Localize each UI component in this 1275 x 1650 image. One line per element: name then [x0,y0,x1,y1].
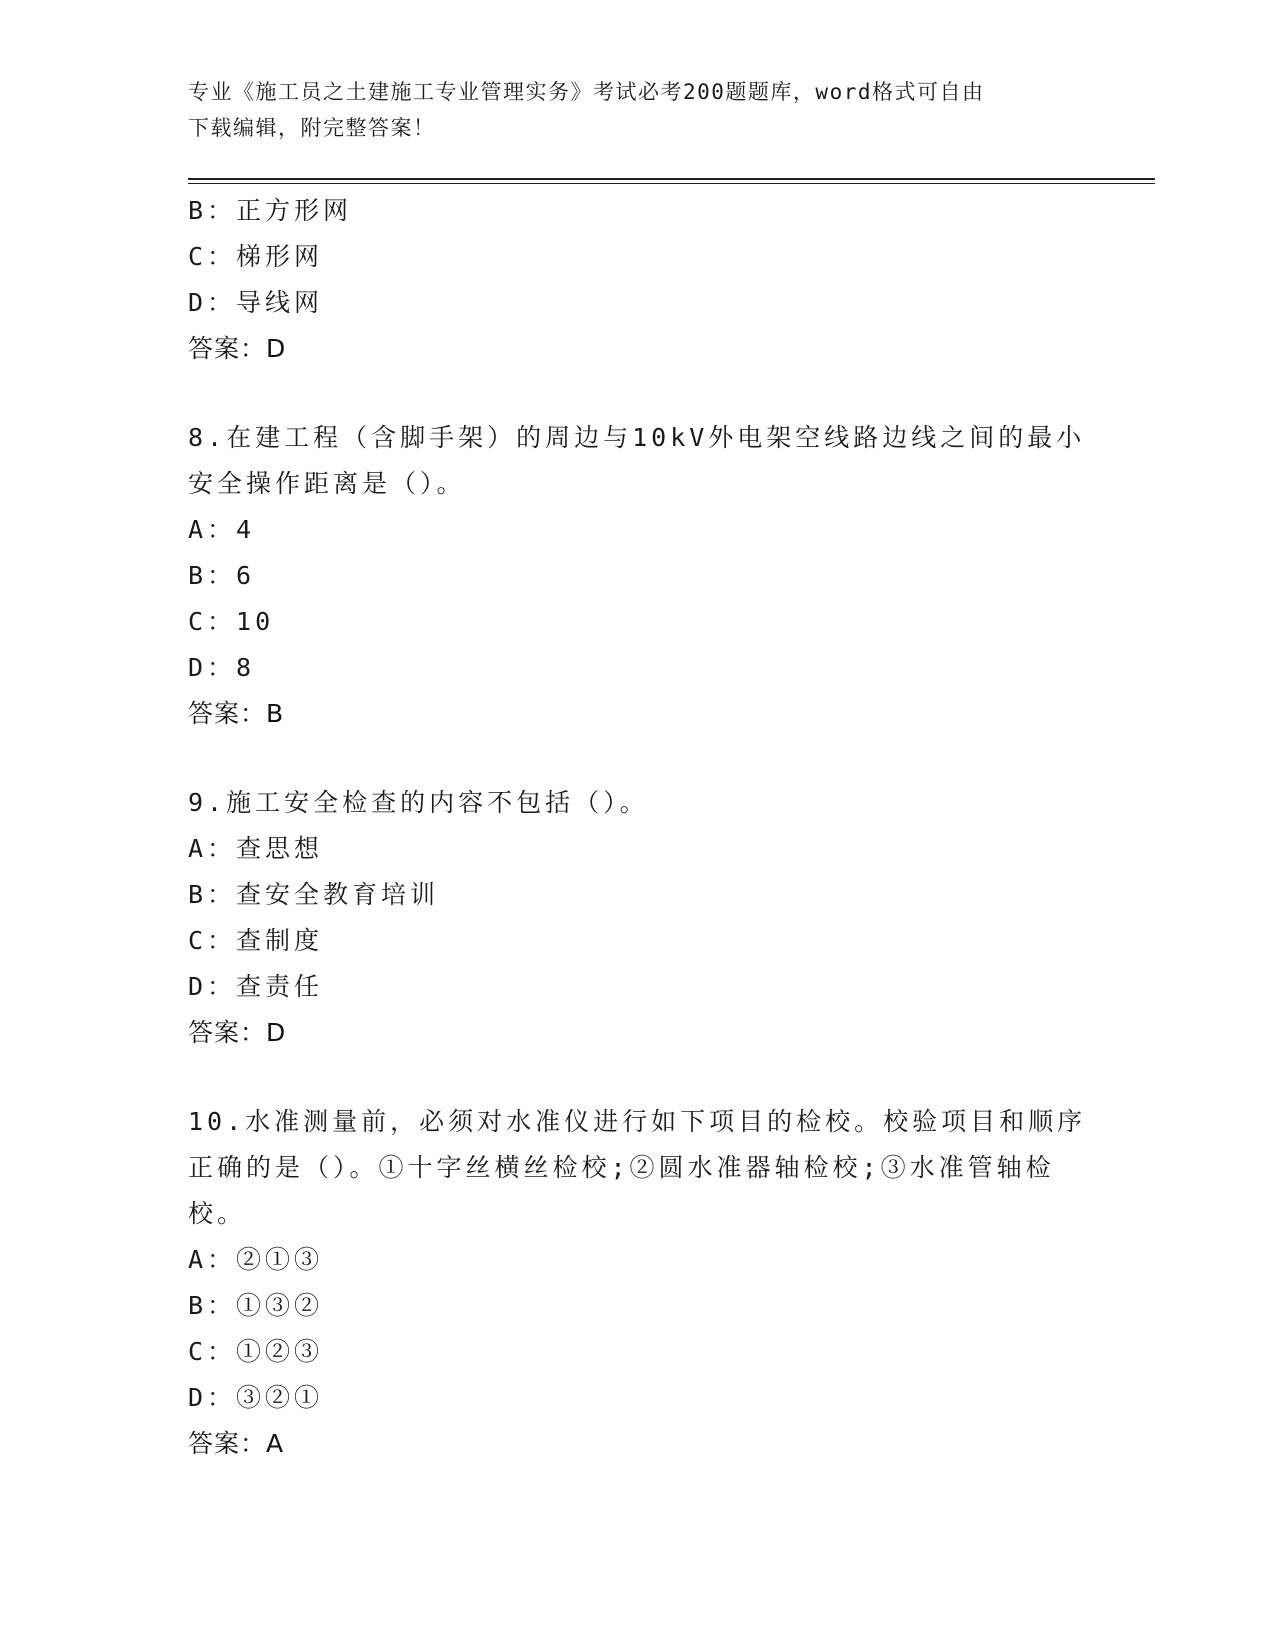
option-d: D：导线网 [188,288,324,317]
question-text-line-2: 安全操作距离是（）。 [188,469,466,498]
question-text-line-1: 9.施工安全检查的内容不包括（）。 [188,788,649,817]
option-b: B：正方形网 [188,196,353,225]
option-b: B：①③② [188,1291,324,1320]
spacer [188,737,1088,780]
question-block-9 [188,780,1088,1056]
question-list [188,188,1088,1467]
answer-line: 答案：D [188,1018,287,1047]
option-c: C：10 [188,607,275,636]
option-b: B：查安全教育培训 [188,880,440,909]
question-text-line-3: 校。 [188,1199,247,1228]
header-line-1: 专业《施工员之土建施工专业管理实务》考试必考200题题库，word格式可自由 [188,80,985,104]
option-a: A：查思想 [188,834,324,863]
option-d: D：查责任 [188,972,324,1001]
option-c: C：①②③ [188,1337,324,1366]
option-a: A：②①③ [188,1245,324,1274]
document-header [188,74,1068,146]
spacer [188,372,1088,415]
spacer [188,1056,1088,1099]
header-line-2: 下载编辑，附完整答案！ [188,116,436,140]
answer-line: 答案：B [188,699,285,728]
answer-line: 答案：D [188,334,287,363]
answer-line: 答案：A [188,1429,285,1458]
option-c: C：梯形网 [188,242,324,271]
question-text-line-1: 10.水准测量前，必须对水准仪进行如下项目的检校。校验项目和顺序 [188,1107,1087,1136]
option-d: D：③②① [188,1383,324,1412]
question-block-8 [188,415,1088,737]
question-text-line-2: 正确的是（）。①十字丝横丝检校;②圆水准器轴检校;③水准管轴检 [188,1153,1055,1182]
header-divider-thin [188,183,1155,184]
option-a: A：4 [188,515,256,544]
option-c: C：查制度 [188,926,324,955]
question-block-7 [188,188,1088,372]
option-d: D：8 [188,653,256,682]
question-text-line-1: 8.在建工程（含脚手架）的周边与10kV外电架空线路边线之间的最小 [188,423,1086,452]
option-b: B：6 [188,561,256,590]
header-divider-thick [188,178,1155,180]
question-block-10 [188,1099,1088,1467]
